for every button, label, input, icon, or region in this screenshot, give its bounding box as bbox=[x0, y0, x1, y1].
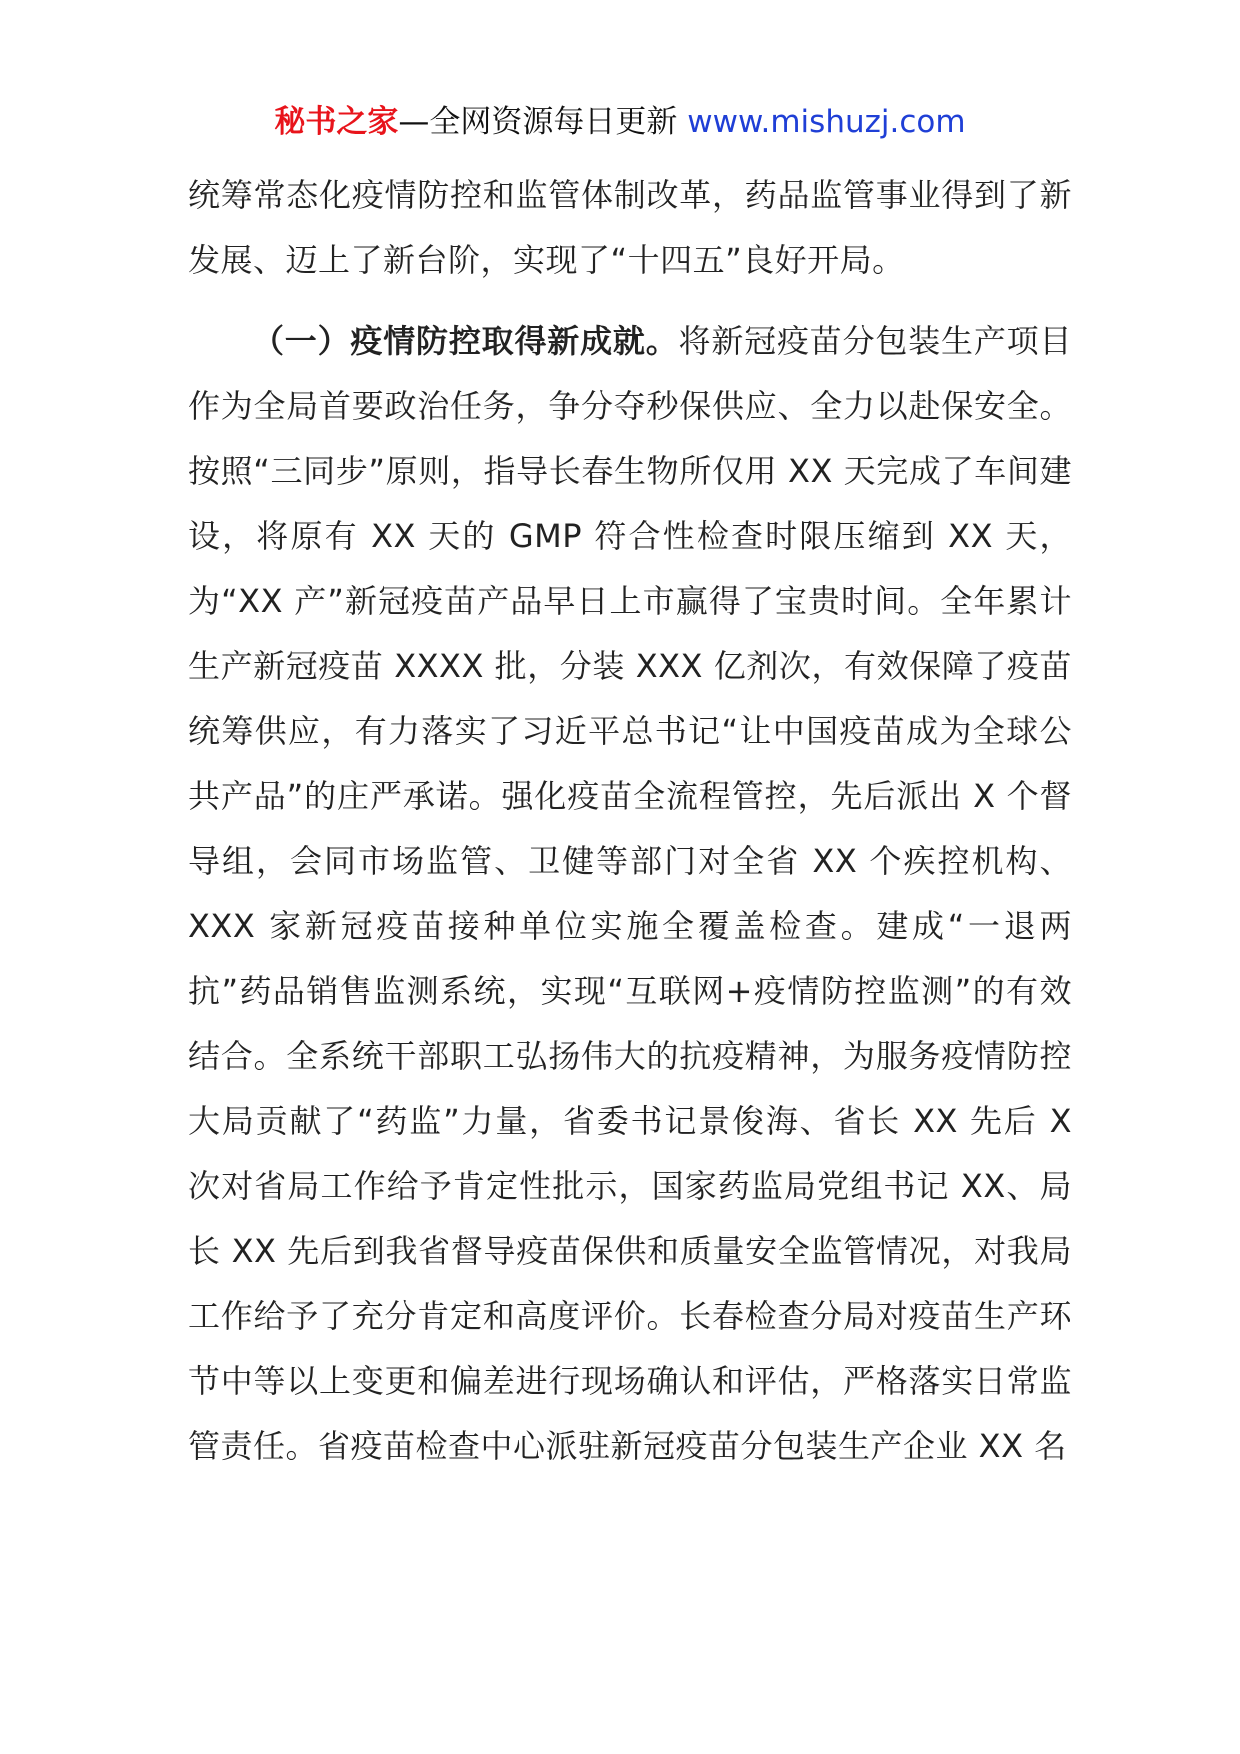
site-slogan: —全网资源每日更新 bbox=[398, 104, 678, 140]
site-brand: 秘书之家 bbox=[274, 104, 399, 140]
site-header bbox=[0, 100, 1240, 144]
section-body: 将新冠疫苗分包装生产项目作为全局首要政治任务，争分夺秒保供应、全力以赴保安全。按照“三同步”原则，指导长春生物所仅用 XX 天完成了车间建设，将原有 XX 天的 GMP 符合性检查时限压缩到 XX 天，为“XX 产”新冠疫苗产品早日上市赢得了宝贵时间。全年累计生产新冠疫苗 XXXX 批，分装 XXX 亿剂次，有效保障了疫苗统筹供应，有力落实了习近平总书记“让中国疫苗成为全球公共产品”的庄严承诺。强化疫苗全流程管控，先后派出 X 个督导组，会同市场监管、卫健等部门对全省 XX 个疾控机构、XXX 家新冠疫苗接种单位实施全覆盖检查。建成“一退两抗”药品销售监测系统，实现“互联网+疫情防控监测”的有效结合。全系统干部职工弘扬伟大的抗疫精神，为服务疫情防控大局贡献了“药监”力量，省委书记景俊海、省长 XX 先后 X 次对省局工作给予肯定性批示，国家药监局党组书记 XX、局长 XX 先后到我省督导疫苗保供和质量安全监管情况，对我局工作给予了充分肯定和高度评价。长春检查分局对疫苗生产环节中等以上变更和偏差进行现场确认和评估，严格落实日常监管责任。省疫苗检查中心派驻新冠疫苗分包装生产企业 XX 名 bbox=[188, 322, 1072, 1465]
paragraph-continued: 统筹常态化疫情防控和监管体制改革，药品监管事业得到了新发展、迈上了新台阶，实现了“十四五”良好开局。 bbox=[188, 176, 1072, 279]
paragraph-epidemic-prevention bbox=[188, 309, 1072, 1479]
document-body bbox=[188, 163, 1072, 1479]
site-url-link[interactable]: www.mishuzj.com bbox=[687, 104, 966, 140]
section-heading: （一）疫情防控取得新成就。 bbox=[252, 322, 679, 360]
